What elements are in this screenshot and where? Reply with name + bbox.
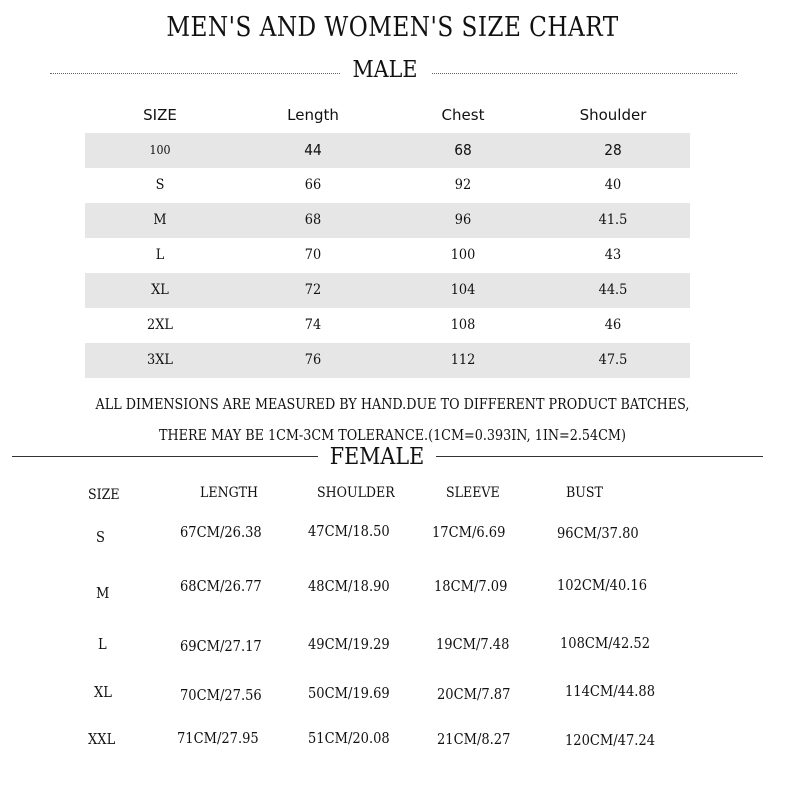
column-header-size: SIZE — [143, 106, 177, 124]
cell-sleeve: 19CM/7.48 — [436, 637, 510, 653]
column-header-shoulder: Shoulder — [579, 106, 647, 124]
cell-size: XL — [94, 685, 112, 701]
page-title: MEN'S AND WOMEN'S SIZE CHART — [166, 12, 619, 43]
column-header-length: Length — [287, 106, 339, 124]
table-row — [85, 273, 690, 308]
cell-chest: 96 — [454, 212, 472, 228]
cell-shoulder: 51CM/20.08 — [308, 731, 390, 747]
cell-chest: 104 — [450, 282, 476, 298]
cell-length: 44 — [304, 141, 322, 159]
female-section-heading: FEMALE — [324, 444, 430, 470]
divider-right — [432, 73, 737, 74]
cell-shoulder: 44.5 — [598, 282, 628, 298]
cell-bust: 96CM/37.80 — [557, 526, 639, 542]
cell-length: 70CM/27.56 — [180, 688, 262, 704]
cell-shoulder: 46 — [604, 317, 622, 333]
cell-shoulder: 48CM/18.90 — [308, 579, 390, 595]
cell-bust: 120CM/47.24 — [565, 733, 656, 749]
cell-sleeve: 20CM/7.87 — [437, 687, 511, 703]
table-header-row — [85, 98, 690, 133]
male-size-table — [85, 98, 690, 378]
table-row — [85, 238, 690, 273]
cell-size: L — [98, 637, 107, 653]
cell-length: 69CM/27.17 — [180, 639, 262, 655]
cell-chest: 92 — [454, 177, 472, 193]
cell-chest: 68 — [454, 141, 472, 159]
cell-chest: 100 — [450, 247, 476, 263]
cell-shoulder: 40 — [604, 177, 622, 193]
male-section-heading: MALE — [352, 57, 418, 83]
cell-length: 68CM/26.77 — [180, 579, 262, 595]
column-header-sleeve: SLEEVE — [446, 485, 500, 501]
cell-shoulder: 43 — [604, 247, 622, 263]
cell-bust: 114CM/44.88 — [565, 684, 656, 700]
column-header-chest: Chest — [441, 106, 485, 124]
cell-length: 72 — [304, 282, 322, 298]
cell-shoulder: 41.5 — [598, 212, 628, 228]
divider-left — [50, 73, 340, 74]
measurement-note-line1: ALL DIMENSIONS ARE MEASURED BY HAND.DUE TO DIFFERENT PRODUCT BATCHES, — [95, 397, 690, 413]
table-row — [85, 133, 690, 168]
cell-length: 70 — [304, 247, 322, 263]
column-header-bust: BUST — [566, 485, 603, 501]
cell-sleeve: 21CM/8.27 — [437, 732, 511, 748]
table-row — [85, 308, 690, 343]
cell-size: M — [96, 586, 110, 602]
cell-sleeve: 17CM/6.69 — [432, 525, 506, 541]
cell-shoulder: 50CM/19.69 — [308, 686, 390, 702]
cell-bust: 102CM/40.16 — [557, 578, 648, 594]
divider-right — [436, 456, 763, 457]
cell-length: 66 — [304, 177, 322, 193]
cell-length: 67CM/26.38 — [180, 525, 262, 541]
cell-size: S — [155, 177, 165, 193]
table-row — [85, 343, 690, 378]
column-header-shoulder: SHOULDER — [317, 485, 395, 501]
cell-chest: 108 — [450, 317, 476, 333]
measurement-note-line2: THERE MAY BE 1CM-3CM TOLERANCE.(1CM=0.393IN, 1IN=2.54CM) — [159, 428, 626, 444]
cell-size: XXL — [88, 732, 116, 748]
cell-length: 68 — [304, 212, 322, 228]
table-row — [85, 203, 690, 238]
cell-shoulder: 47.5 — [598, 352, 628, 368]
cell-length: 76 — [304, 352, 322, 368]
cell-size: M — [153, 212, 167, 228]
cell-size: L — [155, 247, 165, 263]
cell-size: XL — [151, 282, 169, 298]
cell-length: 74 — [304, 317, 322, 333]
cell-size: 2XL — [147, 317, 173, 333]
cell-shoulder: 47CM/18.50 — [308, 524, 390, 540]
cell-size: 3XL — [147, 352, 173, 368]
cell-size: S — [96, 530, 105, 546]
cell-shoulder: 49CM/19.29 — [308, 637, 390, 653]
cell-size: 100 — [149, 143, 171, 157]
cell-sleeve: 18CM/7.09 — [434, 579, 508, 595]
cell-length: 71CM/27.95 — [177, 731, 259, 747]
divider-left — [12, 456, 318, 457]
cell-chest: 112 — [450, 352, 476, 368]
column-header-length: LENGTH — [200, 485, 259, 501]
column-header-size: SIZE — [88, 487, 120, 503]
cell-bust: 108CM/42.52 — [560, 636, 651, 652]
table-row — [85, 168, 690, 203]
cell-shoulder: 28 — [604, 141, 622, 159]
